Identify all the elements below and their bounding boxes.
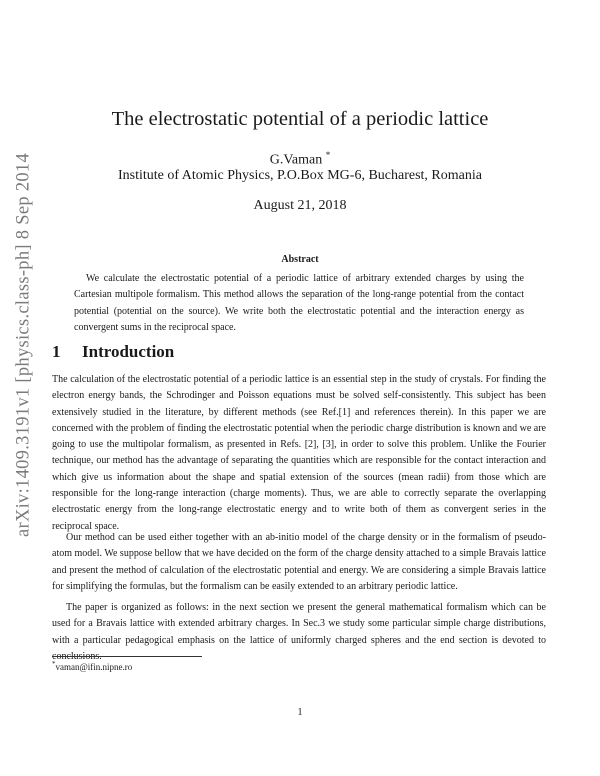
footnote-divider <box>52 656 202 657</box>
intro-paragraph-1: The calculation of the electrostatic potential of a periodic lattice is an essential step in the study of crystals. For finding the electron energy bands, the Schrodinger and Poisson equations must be solved self-consistently. This subject has been extensively studied in the literature, by different methods (see Ref.[1] and references therein). In this paper we are concerned with the problem of finding the electrostatic potential when the periodic charge distribution is known and we are going to use the multipolar formalism, as presented in Refs. [2], [3], in order to solve this problem. Unlike the Fourier technique, our method has the advantage of separating the quantities which are responsible for the contact interaction and which give us information about the shape and spatial extension of the sources (mean radii) from those which are responsible for the long-range interaction (charge moments). Thus, we are able to correctly separate the overlapping electrostatic energy from the long-range electrostatic energy and to write both of them as convergent series in the reciprocal space. <box>52 374 546 532</box>
footnote-email: vaman@ifin.nipne.ro <box>55 662 133 672</box>
arxiv-identifier: arXiv:1409.3191v1 [physics.class-ph] 8 Sep 2014 <box>13 152 34 538</box>
footnote-mark: * <box>52 660 56 668</box>
author-name: G.Vaman <box>269 152 323 168</box>
author-footnote-mark: * <box>325 150 331 160</box>
paper-title: The electrostatic potential of a periodic lattice <box>111 108 489 130</box>
section-number: 1 <box>52 342 61 361</box>
footnote <box>52 660 132 672</box>
intro-paragraph-3: The paper is organized as follows: in the next section we present the general mathematical formalism which can be used for a Bravais lattice with extended arbitrary charges. In Sec.3 we study some particular simple charge distributions, with a particular pedagogical emphasis on the lattice of uniformly charged spheres and the end section is devoted to conclusions. <box>52 602 546 662</box>
affiliation: Institute of Atomic Physics, P.O.Box MG-6, Bucharest, Romania <box>118 168 482 183</box>
author-line <box>0 150 600 169</box>
section-heading <box>52 342 174 362</box>
abstract-text: We calculate the electrostatic potential of a periodic lattice of arbitrary extended charges by using the Cartesian multipole formalism. This method allows the separation of the long-range potential from the contact potential (potential on the source). We write both the electrostatic potential and the interaction energy as convergent sums in the reciprocal space. <box>74 273 524 333</box>
page-number: 1 <box>297 707 303 718</box>
paper-date: August 21, 2018 <box>253 198 347 213</box>
intro-paragraph-2: Our method can be used either together with an ab-initio model of the charge density or in the formalism of pseudo-atom model. We suppose bellow that we have decided on the form of the charge density attached to a simple Bravais lattice and present the method of calculation of the electrostatic potential and energy. We are considering a simple Bravais lattice for simplifying the formulas, but the formalism can be easily extended to an arbitrary periodic lattice. <box>52 532 546 592</box>
section-title: Introduction <box>82 342 175 361</box>
abstract-heading: Abstract <box>281 254 319 265</box>
